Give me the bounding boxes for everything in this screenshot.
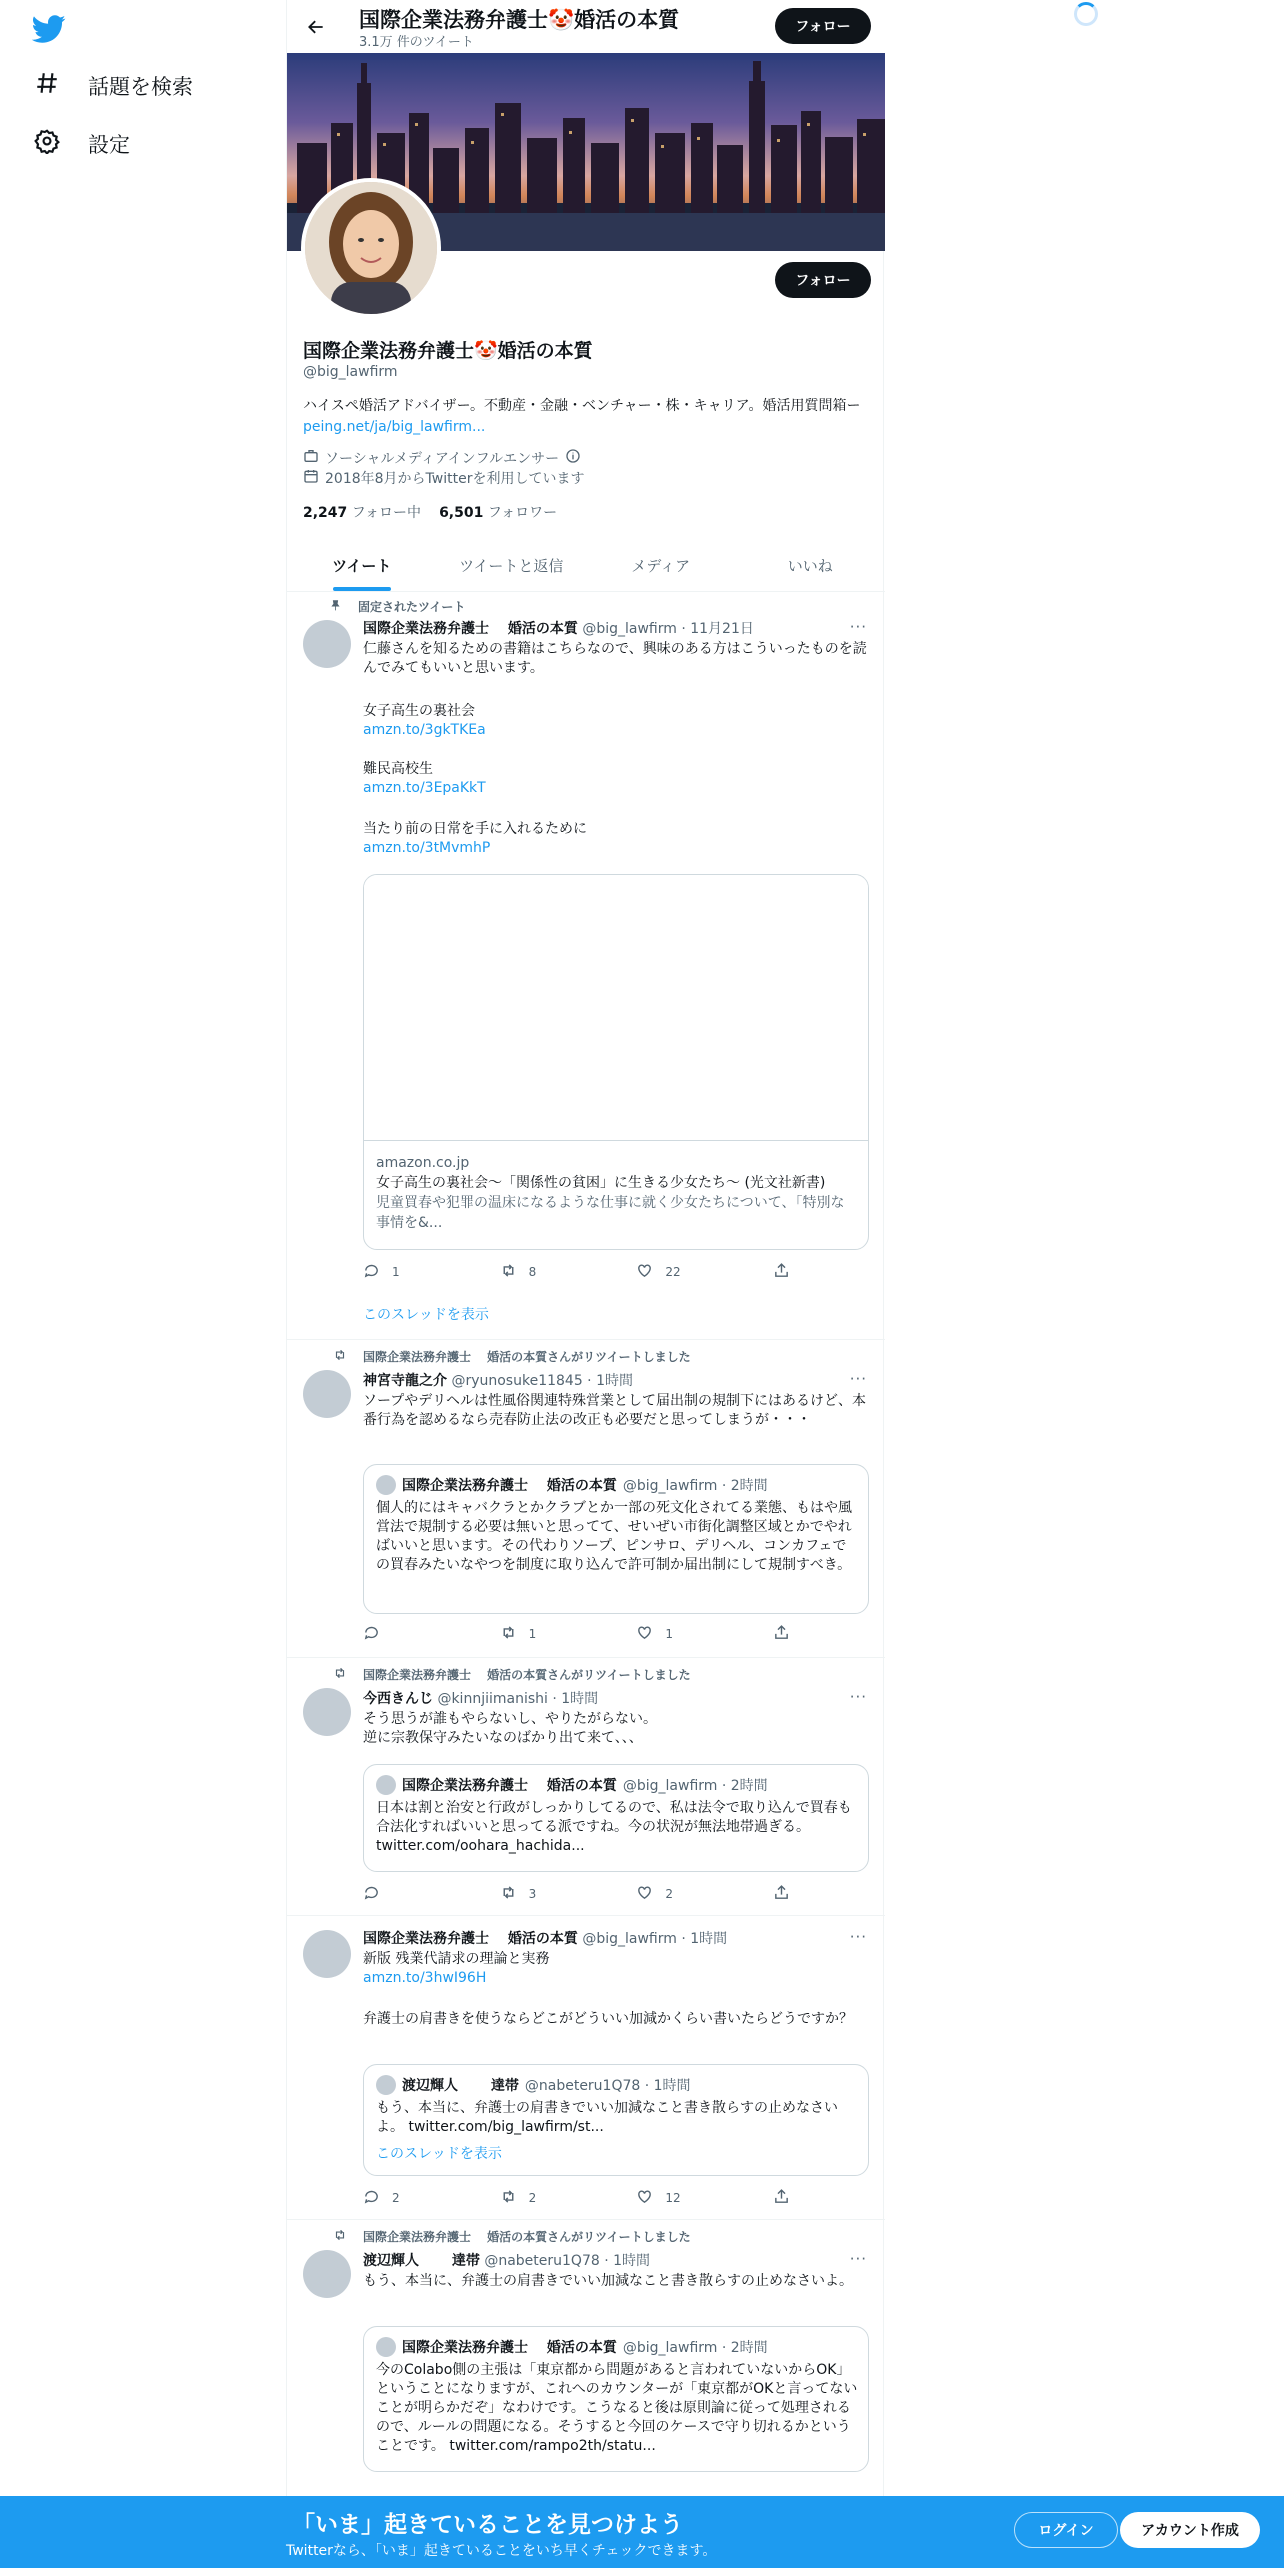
like-button[interactable]: 2 [636, 1884, 736, 1904]
card-title: 女子高生の裏社会～「関係性の貧困」に生きる少女たち～ (光文社新書) [376, 1175, 826, 1191]
tweet-text-book1: 女子高生の裏社会 [363, 703, 475, 719]
retweet-icon [500, 1884, 517, 1904]
signup-prompt-bar [0, 2496, 1284, 2568]
like-button[interactable]: 22 [636, 1262, 736, 1282]
card-description: 児童買春や犯罪の温床になるような仕事に就く少女たちについて、「特別な事情を&... [376, 1195, 845, 1231]
calendar-icon [303, 468, 319, 488]
avatar [376, 2075, 396, 2095]
more-options-icon[interactable]: ··· [849, 1370, 867, 1388]
quoted-text: もう、本当に、弁護士の肩書きでいい加減なこと書き散らすの止めなさいよ。 twitter.com/big_lawfirm/st... [376, 2100, 838, 2135]
tweet[interactable] [287, 1916, 885, 2220]
nav-item-explore[interactable] [34, 70, 193, 101]
tweet-text: ソープやデリヘルは性風俗関連特殊営業として届出制の規制下にはあるけど、本番行為を認めるなら売春防止法の改正も必要だと思ってしまうが・・・ [363, 1393, 867, 1428]
tweet-text: そう思うが誰もやらないし、やりたがらない。 逆に宗教保守みたいなのばかり出て来て、、、 [363, 1711, 657, 1746]
tweet-text: 仁藤さんを知るための書籍はこちらなので、興味のある方はこういったものを読んでみてもいいと思います。 [363, 641, 867, 676]
retweet-icon [500, 1262, 517, 1282]
briefcase-icon [303, 448, 319, 468]
more-options-icon[interactable]: ··· [849, 1688, 867, 1706]
quoted-tweet[interactable] [363, 2064, 869, 2176]
more-options-icon[interactable]: ··· [849, 2250, 867, 2268]
reply-button[interactable]: 2 [363, 2188, 463, 2208]
retweet-icon [500, 1624, 517, 1644]
retweet-button[interactable]: 2 [500, 2188, 600, 2208]
tweet-pinned[interactable] [287, 592, 885, 1340]
heart-icon [636, 1624, 653, 1644]
share-button[interactable] [773, 1884, 793, 1904]
quoted-author: 国際企業法務弁護士 婚活の本質 @big_lawfirm · 2時間 [376, 1775, 768, 1795]
reply-icon [363, 1884, 380, 1904]
tweet-author[interactable]: 国際企業法務弁護士 婚活の本質 @big_lawfirm · 11月21日 [363, 621, 754, 637]
retweet-icon [333, 2228, 347, 2245]
pinned-label: 固定されたツイート [329, 598, 465, 615]
heart-icon [636, 1884, 653, 1904]
more-options-icon[interactable]: ··· [849, 618, 867, 636]
retweet-context: 国際企業法務弁護士 婚活の本質さんがリツイートしました [333, 1666, 691, 1683]
tab-media[interactable]: メディア [631, 557, 691, 575]
pin-icon [329, 599, 342, 615]
link-card-image [364, 875, 868, 1141]
profile-joined [303, 468, 584, 488]
loading-spinner-icon [1074, 2, 1098, 26]
profile-avatar[interactable] [301, 178, 441, 318]
tab-tweets[interactable]: ツイート [287, 540, 437, 591]
avatar[interactable] [303, 620, 351, 668]
nav-item-label: 話題を検索 [88, 74, 193, 99]
tweet-author[interactable]: 渡辺輝人 達帯 @nabeteru1Q78 · 1時間 [363, 2253, 651, 2269]
bio-text: ハイスペ婚活アドバイザー。不動産・金融・ベンチャー・株・キャリア。婚活用質問箱ー [303, 398, 861, 414]
retweet-icon [333, 1666, 347, 1683]
share-button[interactable] [773, 1262, 793, 1282]
profile-follow-button[interactable]: フォロー [775, 262, 871, 298]
hashtag-icon [34, 70, 60, 101]
share-icon [773, 2188, 790, 2208]
share-button[interactable] [773, 2188, 793, 2208]
reply-icon [363, 1624, 380, 1644]
tab-likes[interactable]: いいね [787, 557, 833, 575]
quoted-show-thread-link[interactable]: このスレッドを表示 [376, 2146, 502, 2162]
info-icon[interactable] [565, 448, 581, 468]
tweet-actions [363, 1624, 793, 1644]
share-icon [773, 1624, 790, 1644]
reply-button[interactable] [363, 1624, 463, 1644]
tweet-text-book3: 当たり前の日常を手に入れるために [363, 821, 587, 837]
reply-button[interactable] [363, 1884, 463, 1904]
profile-name: 国際企業法務弁護士🤡婚活の本質 [303, 340, 593, 362]
avatar [376, 1775, 396, 1795]
gear-icon [34, 128, 60, 159]
header-title: 国際企業法務弁護士🤡婚活の本質 [359, 8, 680, 32]
tweet-author[interactable]: 神宮寺龍之介 @ryunosuke11845 · 1時間 [363, 1373, 633, 1389]
nav-item-label: 設定 [88, 132, 130, 157]
signup-prompt-title: 「いま」起きていることを見つけよう [292, 2512, 683, 2538]
twitter-logo-icon[interactable] [32, 12, 66, 46]
tweet-text-2: 弁護士の肩書きを使うならどこがどういい加減かくらい書いたらどうですか？ [363, 2011, 853, 2027]
retweet-icon [500, 2188, 517, 2208]
tweet-link[interactable]: amzn.to/3tMvmhP [363, 840, 491, 856]
reply-icon [363, 2188, 380, 2208]
tab-tweets-replies[interactable]: ツイートと返信 [459, 557, 564, 575]
back-arrow-icon[interactable] [301, 12, 331, 42]
following-link[interactable]: 2,247 フォロー中 [303, 505, 422, 521]
joined-text: 2018年8月からTwitterを利用しています [325, 471, 585, 487]
quoted-text: 日本は割と治安と行政がしっかりしてるので、私は法令で取り込んで買春も合法化すればいいと思ってる派ですね。今の状況が無法地帯過ぎる。 twitter.com/oohara_hachida... [376, 1800, 852, 1854]
tweet-count: 3.1万 件のツイート [359, 35, 474, 50]
quoted-author: 国際企業法務弁護士 婚活の本質 @big_lawfirm · 2時間 [376, 1475, 768, 1495]
share-icon [773, 1884, 790, 1904]
tweet-retweeted[interactable] [287, 2220, 885, 2520]
profile-timeline [286, 0, 884, 2568]
tweet-link[interactable]: amzn.to/3gkTKEa [363, 722, 486, 738]
profile-bio [303, 396, 869, 438]
quoted-text: 今のColabo側の主張は「東京都から問題があると言われていないからOK」ということになりますが、これへのカウンターが「東京都がOKと言ってないことが明らかだぞ」なわけです。こうなると後は原則論に従って処理されるので、ルールの問題になる。そうすると今回のケースで守り切れるかということです。 twitter.com/rampo2th/statu... [376, 2362, 858, 2454]
bio-link[interactable]: peing.net/ja/big_lawfirm... [303, 419, 486, 435]
profile-stats [303, 502, 557, 522]
card-domain: amazon.co.jp [376, 1155, 470, 1171]
nav-item-settings[interactable] [34, 128, 130, 159]
like-button[interactable]: 1 [636, 1624, 736, 1644]
quoted-tweet[interactable] [363, 1464, 869, 1614]
tweet-link[interactable]: amzn.to/3EpaKkT [363, 780, 486, 796]
profile-category [303, 448, 581, 468]
like-button[interactable]: 12 [636, 2188, 736, 2208]
tweet-actions [363, 1262, 793, 1282]
retweet-button[interactable]: 8 [500, 1262, 600, 1282]
retweet-context: 国際企業法務弁護士 婚活の本質さんがリツイートしました [333, 2228, 691, 2245]
header-follow-button[interactable]: フォロー [775, 8, 871, 44]
signup-prompt-subtitle: Twitterなら、「いま」起きていることをいち早くチェックできます。 [286, 2543, 717, 2559]
tweet-text: 新版 残業代請求の理論と実務 [363, 1951, 550, 1967]
avatar [376, 1475, 396, 1495]
tweet-author[interactable]: 今西きんじ @kinnjiimanishi · 1時間 [363, 1691, 599, 1707]
retweet-context: 国際企業法務弁護士 婚活の本質さんがリツイートしました [333, 1348, 691, 1365]
reply-button[interactable]: 1 [363, 1262, 463, 1282]
avatar [376, 2337, 396, 2357]
tweet-actions [363, 1884, 793, 1904]
reply-icon [363, 1262, 380, 1282]
retweet-button[interactable]: 3 [500, 1884, 600, 1904]
avatar[interactable] [303, 1688, 351, 1736]
login-button[interactable]: ログイン [1014, 2512, 1118, 2548]
link-card[interactable] [363, 874, 869, 1250]
quoted-author: 渡辺輝人 達帯 @nabeteru1Q78 · 1時間 [376, 2075, 691, 2095]
avatar[interactable] [303, 1930, 351, 1978]
share-icon [773, 1262, 790, 1282]
quoted-author: 国際企業法務弁護士 婚活の本質 @big_lawfirm · 2時間 [376, 2337, 768, 2357]
avatar[interactable] [303, 1370, 351, 1418]
quoted-tweet[interactable] [363, 1764, 869, 1872]
tweet-author[interactable]: 国際企業法務弁護士 婚活の本質 @big_lawfirm · 1時間 [363, 1931, 728, 1947]
more-options-icon[interactable]: ··· [849, 1928, 867, 1946]
tweet-actions [363, 2188, 793, 2208]
profile-tabs [287, 540, 885, 592]
show-thread-link[interactable]: このスレッドを表示 [363, 1307, 489, 1323]
tweet-text-book2: 難民高校生 [363, 761, 433, 777]
tweet-retweeted[interactable] [287, 1340, 885, 1658]
signup-button[interactable]: アカウント作成 [1120, 2512, 1260, 2548]
tweet-link[interactable]: amzn.to/3hwI96H [363, 1970, 487, 1986]
category-text: ソーシャルメディアインフルエンサー [325, 451, 560, 467]
heart-icon [636, 1262, 653, 1282]
retweet-button[interactable]: 1 [500, 1624, 600, 1644]
heart-icon [636, 2188, 653, 2208]
share-button[interactable] [773, 1624, 793, 1644]
tweet-text: もう、本当に、弁護士の肩書きでいい加減なこと書き散らすの止めなさいよ。 [363, 2273, 853, 2289]
left-navigation [0, 0, 286, 2568]
profile-handle: @big_lawfirm [303, 364, 398, 380]
quoted-text: 個人的にはキャバクラとかクラブとか一部の死文化されてる業態、もはや風営法で規制する必要は無いと思ってて、せいぜい市街化調整区域とかでやればいいと思います。その代わりソープ、ピンサロ、デリヘル、コンカフェでの買春みたいなやつを制度に取り込んで許可制か届出制にして規制すべき。 [376, 1500, 852, 1573]
quoted-tweet[interactable] [363, 2326, 869, 2472]
followers-link[interactable]: 6,501 フォロワー [439, 505, 558, 521]
avatar[interactable] [303, 2250, 351, 2298]
retweet-icon [333, 1348, 347, 1365]
tweet-retweeted[interactable] [287, 1658, 885, 1916]
profile-header-bar [287, 0, 885, 53]
